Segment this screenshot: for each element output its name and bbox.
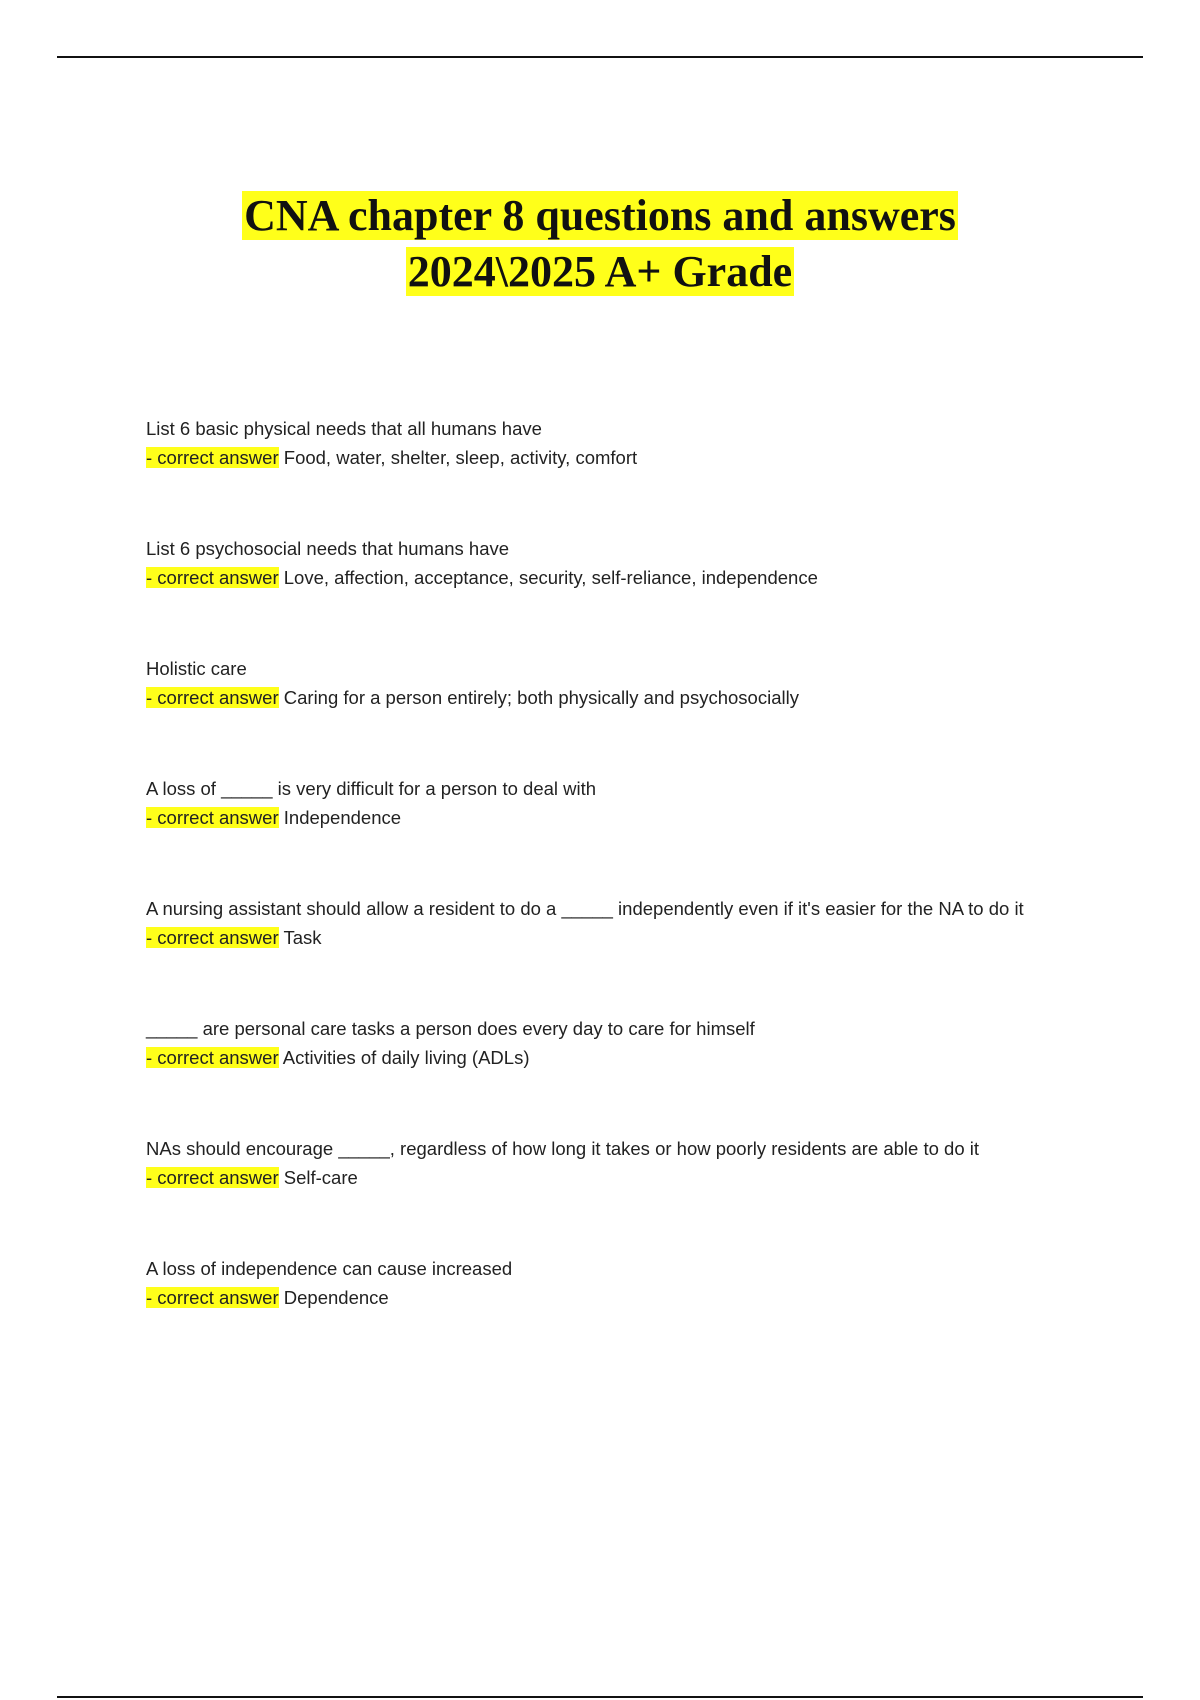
answer-marker: - correct answer xyxy=(146,927,279,948)
qa-item xyxy=(146,654,1076,712)
qa-item xyxy=(146,534,1076,592)
qa-item xyxy=(146,414,1076,472)
question-text: A loss of _____ is very difficult for a person to deal with xyxy=(146,778,597,799)
title-line-2: 2024\2025 A+ Grade xyxy=(407,247,793,296)
answer-text: Love, affection, acceptance, security, self-reliance, independence xyxy=(283,567,818,588)
qa-list xyxy=(146,414,1076,1312)
answer-marker: - correct answer xyxy=(146,687,279,708)
answer-text: Independence xyxy=(283,807,402,828)
question-text: List 6 psychosocial needs that humans have xyxy=(146,538,510,559)
question-text: Holistic care xyxy=(146,658,247,679)
answer-marker: - correct answer xyxy=(146,447,279,468)
answer-text: Caring for a person entirely; both physically and psychosocially xyxy=(283,687,799,708)
answer-text: Self-care xyxy=(283,1167,358,1188)
document-title xyxy=(0,188,1200,300)
question-text: A loss of independence can cause increased xyxy=(146,1258,513,1279)
answer-marker: - correct answer xyxy=(146,567,279,588)
answer-marker: - correct answer xyxy=(146,807,279,828)
answer-text: Food, water, shelter, sleep, activity, comfort xyxy=(283,447,638,468)
answer-text: Activities of daily living (ADLs) xyxy=(282,1047,530,1068)
qa-item xyxy=(146,1134,1076,1192)
question-text: List 6 basic physical needs that all humans have xyxy=(146,418,542,439)
qa-item xyxy=(146,774,1076,832)
question-text: A nursing assistant should allow a resident to do a _____ independently even if it's easier for the NA to do it xyxy=(146,898,1024,919)
footer-rule xyxy=(57,1696,1143,1698)
answer-marker: - correct answer xyxy=(146,1047,279,1068)
answer-text: Dependence xyxy=(283,1287,389,1308)
answer-marker: - correct answer xyxy=(146,1167,279,1188)
question-text: NAs should encourage _____, regardless of how long it takes or how poorly residents are able to do it xyxy=(146,1138,979,1159)
qa-item xyxy=(146,1014,1076,1072)
answer-text: Task xyxy=(283,927,322,948)
header-rule xyxy=(57,56,1143,58)
qa-item xyxy=(146,894,1076,952)
qa-item xyxy=(146,1254,1076,1312)
title-line-1: CNA chapter 8 questions and answers xyxy=(244,191,956,240)
question-text: _____ are personal care tasks a person does every day to care for himself xyxy=(146,1018,755,1039)
answer-marker: - correct answer xyxy=(146,1287,279,1308)
